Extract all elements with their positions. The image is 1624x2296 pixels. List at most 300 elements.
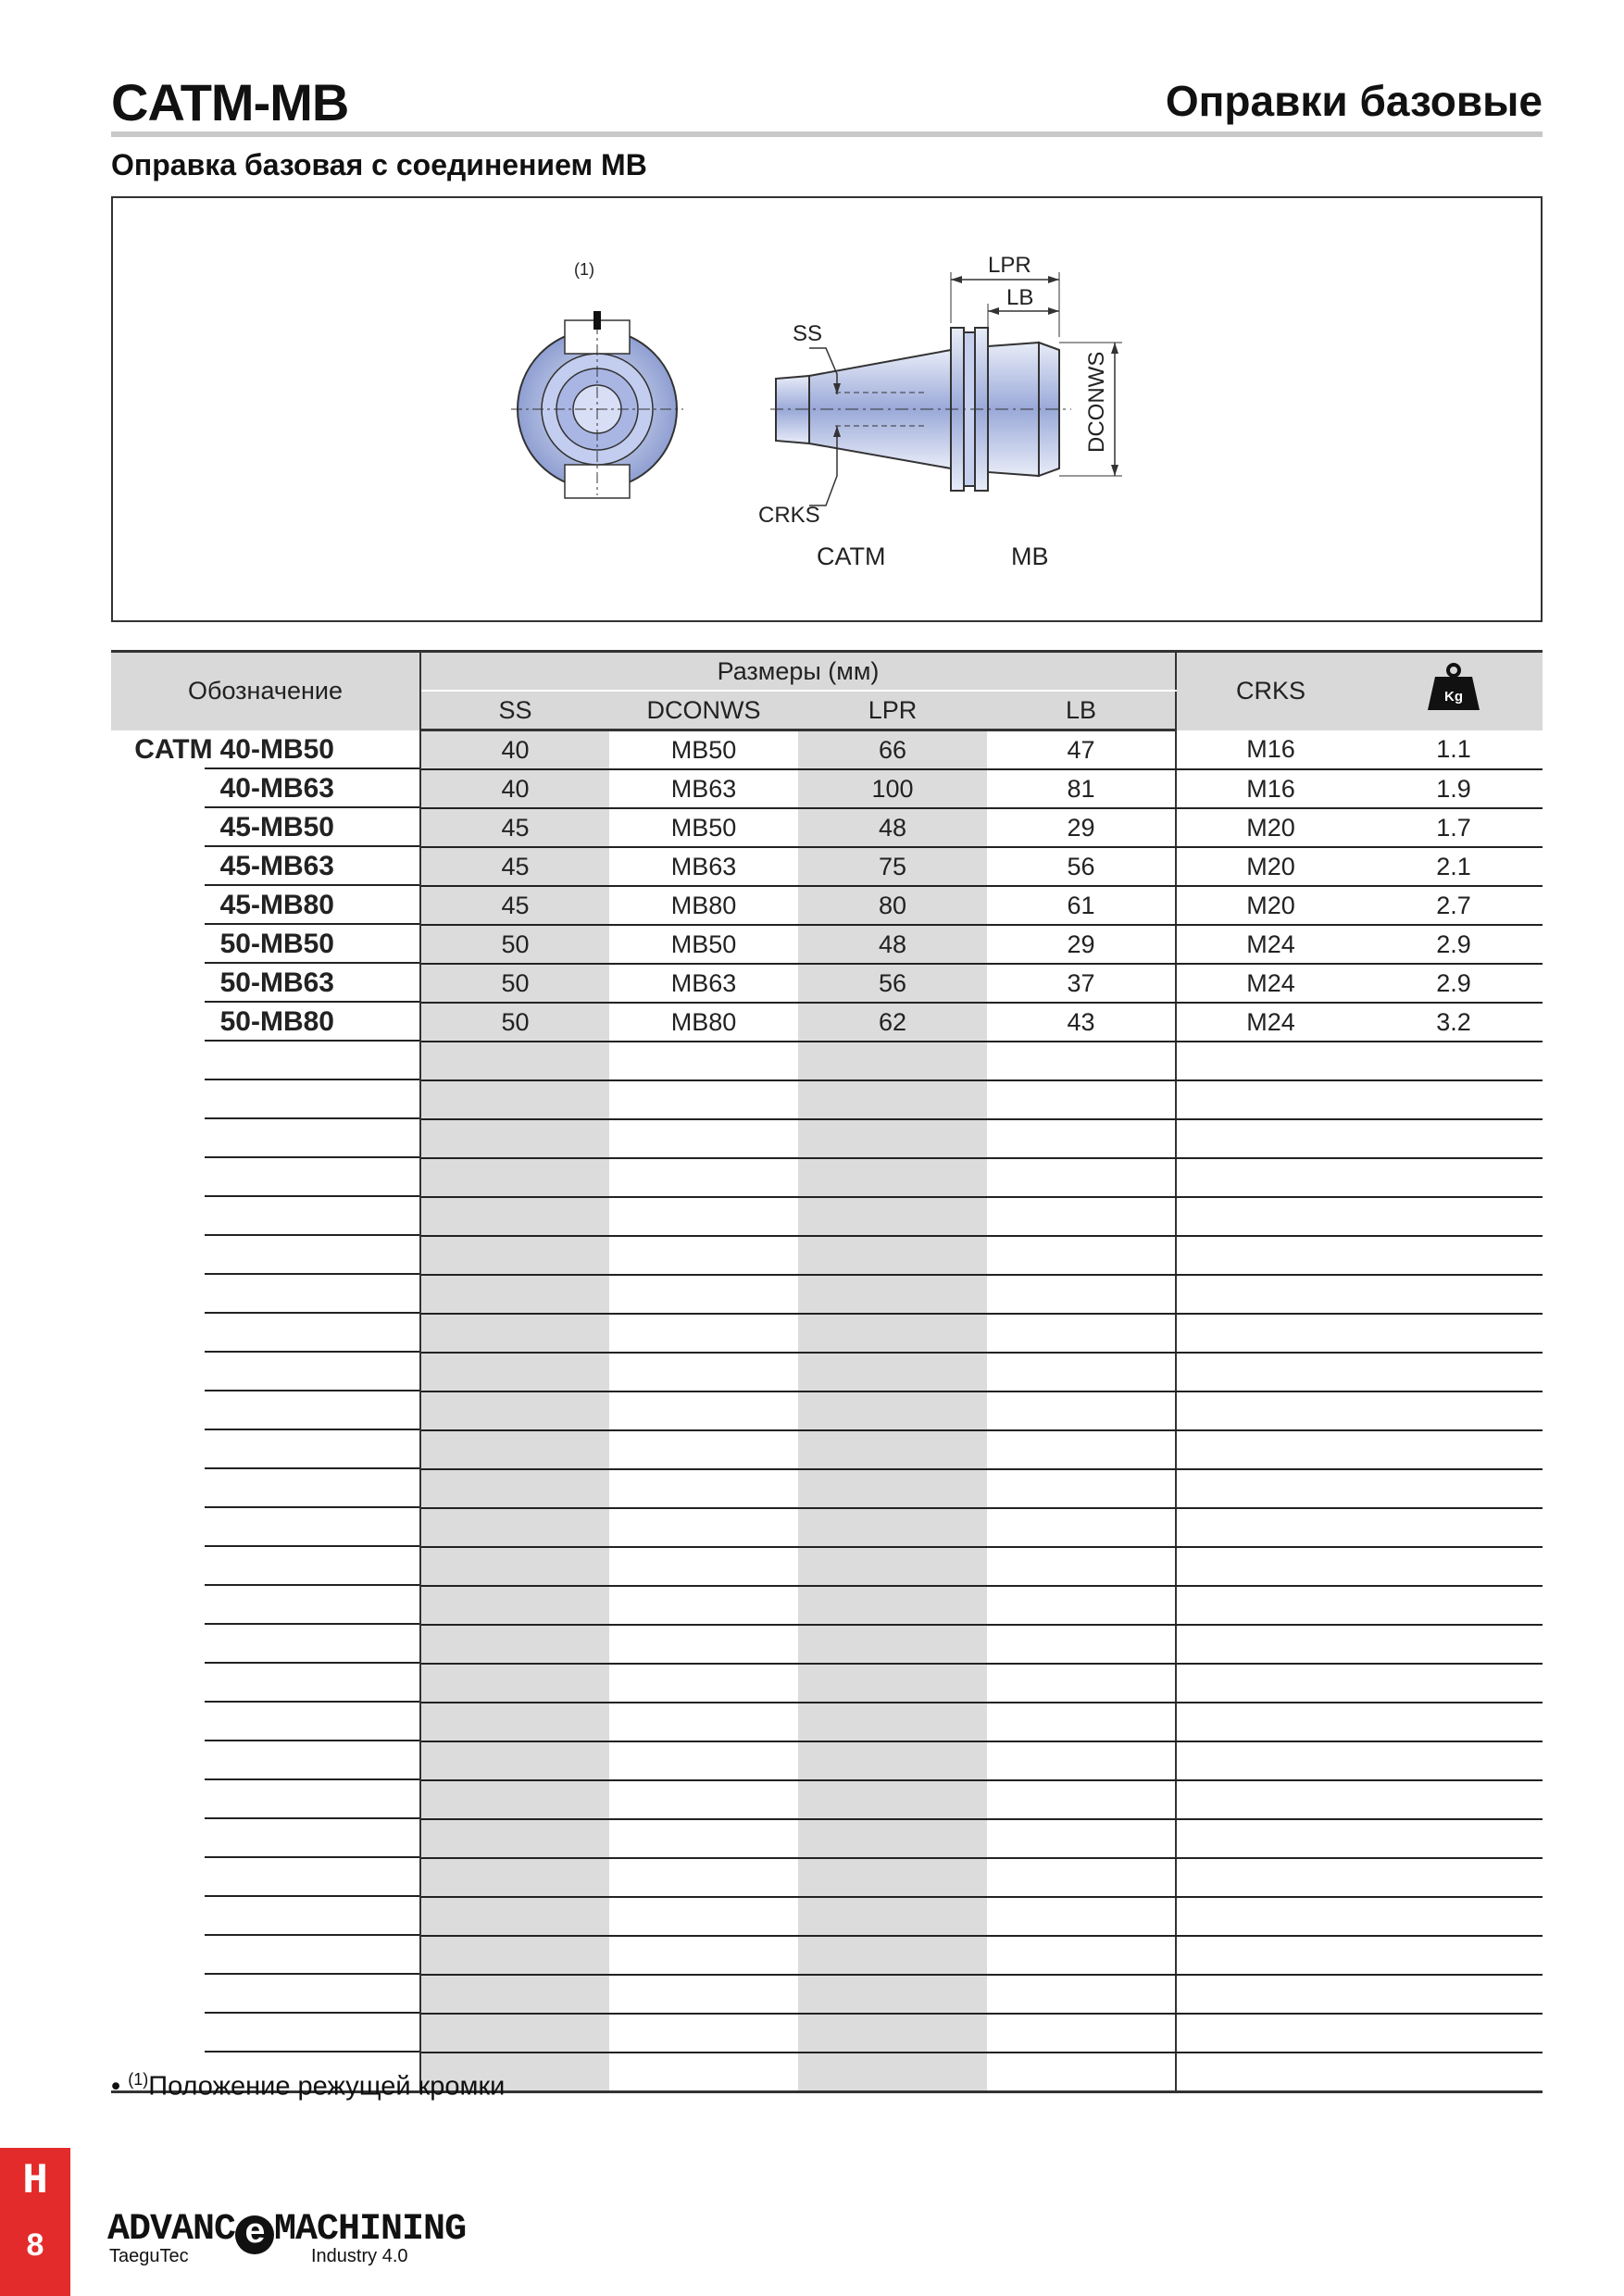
cell-weight: 1.1	[1365, 730, 1543, 770]
cell-dconws: MB50	[609, 730, 798, 770]
empty-cell	[798, 1080, 987, 1119]
empty-cell	[1176, 1819, 1365, 1858]
footnote-ref: (1)	[128, 2070, 149, 2089]
empty-cell	[1365, 1547, 1543, 1586]
designation-cell	[111, 964, 420, 1003]
empty-cell	[420, 1547, 609, 1586]
empty-cell	[1176, 2053, 1365, 2092]
empty-cell	[420, 1780, 609, 1819]
empty-cell	[798, 1547, 987, 1586]
cell-lb: 29	[987, 808, 1176, 847]
logo-tagline-right: Industry 4.0	[311, 2246, 408, 2266]
footnote	[111, 2070, 505, 2103]
cell-crks: M24	[1176, 925, 1365, 964]
empty-cell	[111, 1858, 420, 1897]
cell-crks: M16	[1176, 769, 1365, 808]
table-row	[111, 808, 1543, 847]
empty-table-row	[111, 1819, 1543, 1858]
empty-cell	[987, 1158, 1176, 1197]
cell-lpr: 75	[798, 847, 987, 886]
cell-crks: M20	[1176, 847, 1365, 886]
empty-cell	[609, 1741, 798, 1780]
empty-cell	[987, 1819, 1176, 1858]
empty-cell	[609, 1664, 798, 1703]
empty-cell	[420, 1080, 609, 1119]
empty-cell	[987, 1975, 1176, 2014]
empty-table-row	[111, 1275, 1543, 1314]
logo-text-right: MACHINING	[274, 2209, 467, 2251]
section-tab	[0, 2148, 70, 2296]
empty-cell	[1365, 1080, 1543, 1119]
empty-cell	[609, 1819, 798, 1858]
ss-label: SS	[793, 321, 823, 346]
empty-cell	[798, 1586, 987, 1625]
empty-cell	[1365, 2014, 1543, 2053]
lpr-label: LPR	[988, 253, 1031, 278]
table-row	[111, 886, 1543, 925]
empty-cell	[1365, 1858, 1543, 1897]
empty-cell	[987, 1780, 1176, 1819]
empty-cell	[798, 2053, 987, 2092]
empty-cell	[1176, 1314, 1365, 1353]
cell-weight: 3.2	[1365, 1003, 1543, 1042]
empty-cell	[609, 1080, 798, 1119]
empty-cell	[111, 1819, 420, 1858]
mb-label: MB	[1011, 543, 1049, 570]
empty-cell	[111, 1508, 420, 1547]
empty-cell	[609, 1236, 798, 1275]
empty-cell	[1176, 1236, 1365, 1275]
empty-table-row	[111, 1158, 1543, 1197]
empty-cell	[420, 1119, 609, 1158]
designation-code: 40-MB63	[219, 773, 334, 804]
empty-cell	[987, 1353, 1176, 1391]
cell-lpr: 48	[798, 808, 987, 847]
empty-cell	[798, 1119, 987, 1158]
designation-code: 45-MB80	[219, 890, 334, 920]
table-row	[111, 769, 1543, 808]
section-title: Оправки базовые	[1165, 77, 1543, 125]
empty-cell	[609, 1625, 798, 1664]
empty-cell	[987, 1314, 1176, 1353]
empty-cell	[1176, 1664, 1365, 1703]
empty-cell	[1176, 1430, 1365, 1469]
empty-cell	[609, 1430, 798, 1469]
cell-crks: M24	[1176, 1003, 1365, 1042]
empty-cell	[111, 1780, 420, 1819]
empty-cell	[111, 1936, 420, 1975]
cell-lb: 61	[987, 886, 1176, 925]
cell-dconws: MB50	[609, 808, 798, 847]
empty-cell	[111, 1236, 420, 1275]
empty-cell	[1365, 1703, 1543, 1741]
empty-cell	[1176, 1547, 1365, 1586]
empty-cell	[987, 1236, 1176, 1275]
designation-code: 50-MB63	[219, 967, 334, 998]
empty-cell	[798, 1664, 987, 1703]
table-row	[111, 1003, 1543, 1042]
empty-table-row	[111, 1080, 1543, 1119]
empty-cell	[1176, 1469, 1365, 1508]
empty-table-row	[111, 1780, 1543, 1819]
empty-table-row	[111, 1391, 1543, 1430]
cell-ss: 45	[420, 886, 609, 925]
cell-lb: 29	[987, 925, 1176, 964]
empty-cell	[609, 1353, 798, 1391]
cell-dconws: MB63	[609, 769, 798, 808]
cell-weight: 1.7	[1365, 808, 1543, 847]
empty-cell	[987, 1625, 1176, 1664]
cell-ss: 40	[420, 769, 609, 808]
empty-cell	[1365, 1430, 1543, 1469]
empty-cell	[420, 1430, 609, 1469]
page-title: CATM-MB	[111, 73, 349, 131]
cell-lpr: 62	[798, 1003, 987, 1042]
empty-cell	[798, 1897, 987, 1936]
empty-cell	[987, 1858, 1176, 1897]
empty-cell	[987, 1586, 1176, 1625]
empty-cell	[609, 2014, 798, 2053]
empty-cell	[420, 1469, 609, 1508]
empty-cell	[1365, 1391, 1543, 1430]
empty-cell	[420, 1858, 609, 1897]
empty-table-row	[111, 1508, 1543, 1547]
empty-cell	[111, 1080, 420, 1119]
empty-cell	[798, 1042, 987, 1080]
cell-lb: 43	[987, 1003, 1176, 1042]
table-body	[111, 730, 1543, 2092]
empty-cell	[987, 1275, 1176, 1314]
empty-cell	[1176, 1858, 1365, 1897]
empty-table-row	[111, 1236, 1543, 1275]
section-tab-letter: H	[22, 2157, 48, 2205]
specification-table	[111, 650, 1543, 2093]
empty-cell	[609, 1197, 798, 1236]
empty-cell	[1176, 1119, 1365, 1158]
empty-cell	[1176, 1586, 1365, 1625]
empty-cell	[1176, 1042, 1365, 1080]
empty-cell	[1365, 1664, 1543, 1703]
empty-cell	[1365, 1508, 1543, 1547]
empty-cell	[1365, 1625, 1543, 1664]
empty-cell	[1365, 1741, 1543, 1780]
empty-cell	[1176, 1275, 1365, 1314]
designation-code: 45-MB63	[219, 851, 334, 881]
empty-cell	[111, 1197, 420, 1236]
empty-cell	[798, 1391, 987, 1430]
designation-cell	[111, 730, 420, 770]
table-row	[111, 964, 1543, 1003]
empty-cell	[1365, 1780, 1543, 1819]
empty-table-row	[111, 1936, 1543, 1975]
empty-cell	[1365, 1119, 1543, 1158]
empty-cell	[609, 1275, 798, 1314]
empty-cell	[420, 1197, 609, 1236]
empty-cell	[798, 1741, 987, 1780]
empty-cell	[798, 2014, 987, 2053]
empty-cell	[609, 1975, 798, 2014]
empty-cell	[1176, 1080, 1365, 1119]
designation-cell	[111, 886, 420, 925]
empty-cell	[987, 1197, 1176, 1236]
dconws-label: DCONWS	[1084, 351, 1109, 453]
designation-cell	[111, 1003, 420, 1042]
empty-cell	[987, 1391, 1176, 1430]
empty-cell	[609, 1119, 798, 1158]
empty-table-row	[111, 1430, 1543, 1469]
empty-cell	[987, 1042, 1176, 1080]
empty-cell	[111, 1625, 420, 1664]
footnote-ref-label: (1)	[574, 260, 594, 279]
empty-cell	[420, 1741, 609, 1780]
cell-lpr: 48	[798, 925, 987, 964]
empty-cell	[111, 1547, 420, 1586]
cell-lpr: 100	[798, 769, 987, 808]
empty-cell	[420, 2014, 609, 2053]
col-header-ss: SS	[420, 691, 609, 730]
lb-label: LB	[1006, 285, 1034, 310]
empty-cell	[111, 1703, 420, 1741]
empty-cell	[1365, 1975, 1543, 2014]
empty-cell	[420, 1586, 609, 1625]
cell-dconws: MB63	[609, 847, 798, 886]
empty-cell	[1176, 2014, 1365, 2053]
designation-code: 50-MB80	[219, 1006, 334, 1037]
empty-cell	[1176, 1936, 1365, 1975]
empty-table-row	[111, 1547, 1543, 1586]
empty-table-row	[111, 1586, 1543, 1625]
table-row	[111, 925, 1543, 964]
empty-cell	[798, 1625, 987, 1664]
empty-cell	[111, 2014, 420, 2053]
empty-cell	[420, 1314, 609, 1353]
empty-cell	[798, 1197, 987, 1236]
cell-ss: 45	[420, 808, 609, 847]
empty-cell	[987, 1119, 1176, 1158]
cell-ss: 50	[420, 1003, 609, 1042]
empty-cell	[420, 1625, 609, 1664]
empty-table-row	[111, 1897, 1543, 1936]
empty-cell	[111, 1586, 420, 1625]
empty-cell	[1365, 1236, 1543, 1275]
empty-cell	[1176, 1197, 1365, 1236]
empty-table-row	[111, 1858, 1543, 1897]
cell-weight: 1.9	[1365, 769, 1543, 808]
cell-weight: 2.9	[1365, 964, 1543, 1003]
empty-cell	[987, 1430, 1176, 1469]
empty-cell	[420, 1819, 609, 1858]
empty-cell	[1176, 1353, 1365, 1391]
logo-text-left: ADVANC	[107, 2209, 236, 2251]
cell-lb: 37	[987, 964, 1176, 1003]
empty-cell	[798, 1469, 987, 1508]
logo-tagline-left: TaeguTec	[109, 2246, 189, 2266]
brand-logo	[107, 2209, 467, 2266]
cell-crks: M20	[1176, 808, 1365, 847]
empty-cell	[420, 1936, 609, 1975]
empty-table-row	[111, 2014, 1543, 2053]
empty-cell	[987, 1508, 1176, 1547]
empty-cell	[111, 1469, 420, 1508]
empty-cell	[420, 1353, 609, 1391]
designation-cell	[111, 769, 420, 808]
empty-table-row	[111, 1625, 1543, 1664]
empty-cell	[1365, 1353, 1543, 1391]
cell-dconws: MB50	[609, 925, 798, 964]
empty-cell	[420, 1664, 609, 1703]
empty-cell	[420, 1703, 609, 1741]
empty-cell	[111, 1391, 420, 1430]
weight-kg-icon	[1426, 662, 1481, 714]
page-number: 8	[26, 2227, 44, 2263]
empty-cell	[1365, 1897, 1543, 1936]
col-header-lb: LB	[987, 691, 1176, 730]
empty-cell	[609, 1586, 798, 1625]
designation-cell	[111, 925, 420, 964]
cell-crks: M24	[1176, 964, 1365, 1003]
empty-cell	[111, 1314, 420, 1353]
empty-cell	[987, 2053, 1176, 2092]
empty-cell	[1176, 1391, 1365, 1430]
cell-ss: 50	[420, 964, 609, 1003]
designation-code: 50-MB50	[219, 929, 334, 959]
cell-lpr: 80	[798, 886, 987, 925]
empty-cell	[1176, 1508, 1365, 1547]
empty-cell	[798, 1353, 987, 1391]
empty-table-row	[111, 1741, 1543, 1780]
footnote-text: Положение режущей кромки	[148, 2071, 506, 2102]
empty-cell	[987, 1469, 1176, 1508]
empty-cell	[420, 1508, 609, 1547]
tool-diagram	[111, 196, 1543, 622]
empty-cell	[1365, 1936, 1543, 1975]
empty-cell	[987, 1897, 1176, 1936]
cell-ss: 50	[420, 925, 609, 964]
empty-cell	[609, 1391, 798, 1430]
empty-cell	[609, 1508, 798, 1547]
empty-cell	[1365, 1586, 1543, 1625]
cell-weight: 2.1	[1365, 847, 1543, 886]
empty-cell	[1365, 1158, 1543, 1197]
empty-cell	[420, 1236, 609, 1275]
empty-cell	[609, 1469, 798, 1508]
side-view	[770, 272, 1122, 505]
weight-header	[1365, 652, 1543, 730]
empty-cell	[798, 1275, 987, 1314]
empty-cell	[609, 1897, 798, 1936]
tool-drawing	[113, 198, 1544, 624]
empty-cell	[798, 1936, 987, 1975]
catm-label: CATM	[817, 543, 886, 570]
empty-cell	[609, 1703, 798, 1741]
empty-cell	[111, 1430, 420, 1469]
cell-lpr: 56	[798, 964, 987, 1003]
designation-prefix: CATM	[134, 733, 213, 765]
empty-cell	[111, 1975, 420, 2014]
empty-cell	[609, 1780, 798, 1819]
empty-table-row	[111, 1314, 1543, 1353]
empty-cell	[798, 1430, 987, 1469]
empty-table-row	[111, 1042, 1543, 1080]
empty-cell	[609, 1547, 798, 1586]
empty-cell	[420, 1897, 609, 1936]
cell-crks: M20	[1176, 886, 1365, 925]
empty-table-row	[111, 1353, 1543, 1391]
empty-cell	[1176, 1780, 1365, 1819]
empty-cell	[609, 1042, 798, 1080]
designation-code: 45-MB50	[219, 812, 334, 842]
empty-table-row	[111, 1119, 1543, 1158]
cell-weight: 2.9	[1365, 925, 1543, 964]
empty-table-row	[111, 1469, 1543, 1508]
empty-cell	[1176, 1741, 1365, 1780]
empty-cell	[111, 1664, 420, 1703]
page-subtitle: Оправка базовая с соединением MB	[111, 148, 647, 181]
cell-ss: 40	[420, 730, 609, 770]
empty-cell	[987, 1547, 1176, 1586]
empty-cell	[987, 1703, 1176, 1741]
table-row	[111, 730, 1543, 770]
empty-cell	[1365, 1197, 1543, 1236]
empty-cell	[1365, 1314, 1543, 1353]
empty-cell	[420, 1391, 609, 1430]
empty-cell	[1176, 1625, 1365, 1664]
cell-dconws: MB63	[609, 964, 798, 1003]
empty-table-row	[111, 1197, 1543, 1236]
empty-cell	[609, 2053, 798, 2092]
empty-table-row	[111, 1664, 1543, 1703]
cell-lb: 56	[987, 847, 1176, 886]
empty-cell	[987, 1936, 1176, 1975]
empty-cell	[1365, 1819, 1543, 1858]
table-row	[111, 847, 1543, 886]
designation-cell	[111, 808, 420, 847]
cell-ss: 45	[420, 847, 609, 886]
empty-cell	[1365, 2053, 1543, 2092]
cell-dconws: MB80	[609, 886, 798, 925]
empty-cell	[609, 1158, 798, 1197]
empty-cell	[111, 1042, 420, 1080]
empty-cell	[798, 1975, 987, 2014]
empty-cell	[987, 2014, 1176, 2053]
empty-cell	[420, 1275, 609, 1314]
cell-lpr: 66	[798, 730, 987, 770]
empty-cell	[1365, 1469, 1543, 1508]
empty-cell	[798, 1314, 987, 1353]
empty-table-row	[111, 1703, 1543, 1741]
empty-table-row	[111, 1975, 1543, 2014]
designation-header: Обозначение	[111, 652, 420, 730]
empty-cell	[798, 1858, 987, 1897]
cell-crks: M16	[1176, 730, 1365, 770]
logo-e-mark: e	[235, 2215, 274, 2254]
empty-cell	[609, 1314, 798, 1353]
col-header-dconws: DCONWS	[609, 691, 798, 730]
empty-cell	[111, 1741, 420, 1780]
empty-cell	[1176, 1897, 1365, 1936]
end-view	[511, 311, 683, 498]
crks-header: CRKS	[1176, 652, 1365, 730]
cell-weight: 2.7	[1365, 886, 1543, 925]
cell-lb: 47	[987, 730, 1176, 770]
weight-icon-text: Kg	[1444, 689, 1464, 705]
dimensions-group-header: Размеры (мм)	[420, 652, 1176, 692]
empty-cell	[798, 1780, 987, 1819]
empty-cell	[798, 1703, 987, 1741]
empty-cell	[1176, 1975, 1365, 2014]
empty-cell	[987, 1080, 1176, 1119]
empty-cell	[420, 1975, 609, 2014]
